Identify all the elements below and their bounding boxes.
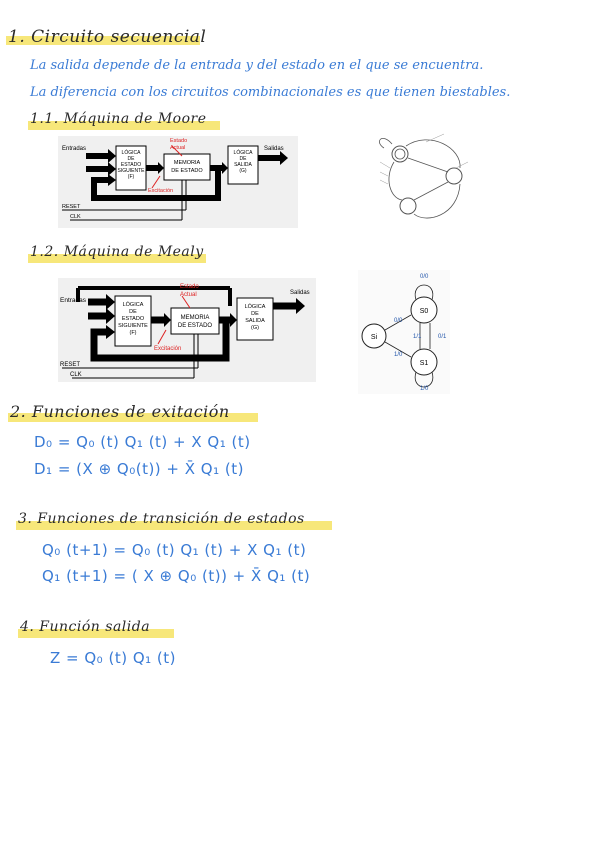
mealy-logic-g-label: LÓGICA DE SALIDA (G) — [244, 304, 266, 331]
equation-d1: D₁ = (X ⊕ Q₀(t)) + X̄ Q₁ (t) — [34, 460, 244, 478]
mealy-logic-f-label: LÓGICA DE ESTADO SIGUIENTE (F) — [118, 302, 148, 336]
moore-title: 1.1. Máquina de Moore — [30, 111, 207, 127]
mealy-memory-label: MEMORIA DE ESTADO — [177, 315, 213, 329]
state-si: Si — [370, 334, 378, 341]
moore-logic-g-label: LÓGICA DE SALIDA (G) — [233, 150, 253, 174]
edge-label: 1/0 — [420, 386, 429, 392]
equation-d0: D₀ = Q₀ (t) Q₁ (t) + X Q₁ (t) — [34, 433, 251, 451]
section-2-title: 2. Funciones de exitación — [10, 402, 230, 421]
moore-state-diagram — [366, 128, 472, 224]
equation-q0-next: Q₀ (t+1) = Q₀ (t) Q₁ (t) + X Q₁ (t) — [42, 541, 307, 559]
moore-entradas-label: Entradas — [62, 146, 87, 152]
mealy-estado-actual-label: Estado Actual — [180, 284, 199, 298]
mealy-entradas-label: Entradas — [60, 297, 87, 304]
moore-excitacion-label: Excitación — [148, 188, 174, 194]
mealy-title: 1.2. Máquina de Mealy — [30, 244, 204, 260]
edge-label: 0/0 — [394, 318, 403, 324]
section-4-title: 4. Función salida — [20, 619, 151, 635]
moore-reset-label: RESET — [62, 204, 81, 210]
moore-salidas-label: Salidas — [264, 146, 284, 152]
equation-q1-next: Q₁ (t+1) = ( X ⊕ Q₀ (t)) + X̄ Q₁ (t) — [42, 567, 311, 585]
moore-memory-label: MEMORIA DE ESTADO — [171, 160, 203, 174]
mealy-clk-label: CLK — [70, 372, 82, 378]
edge-label: 1/1 — [413, 334, 422, 340]
moore-clk-label: CLK — [70, 214, 81, 220]
mealy-state-diagram — [358, 270, 450, 394]
mealy-block-diagram — [58, 278, 316, 382]
edge-label: 0/0 — [420, 274, 429, 280]
section-1-line-1: La salida depende de la entrada y del estado en el que se encuentra. — [30, 58, 484, 73]
mealy-salidas-label: Salidas — [290, 290, 310, 296]
moore-logic-f-label: LÓGICA DE ESTADO SIGUIENTE (F) — [117, 150, 145, 180]
moore-estado-actual-label: Estado Actual — [170, 138, 188, 151]
mealy-excitacion-label: Excitación — [154, 346, 182, 352]
state-s0: S0 — [419, 308, 429, 315]
edge-label: 0/1 — [438, 334, 447, 340]
moore-block-diagram — [58, 136, 298, 228]
equation-z: Z = Q₀ (t) Q₁ (t) — [50, 649, 176, 667]
section-1-line-2: La diferencia con los circuitos combinacionales es que tienen biestables. — [30, 85, 511, 100]
edge-label: 1/0 — [394, 352, 403, 358]
mealy-reset-label: RESET — [60, 362, 81, 368]
section-1-title: 1. Circuito secuencial — [8, 27, 207, 47]
section-3-title: 3. Funciones de transición de estados — [18, 511, 305, 527]
state-s1: S1 — [419, 360, 429, 367]
